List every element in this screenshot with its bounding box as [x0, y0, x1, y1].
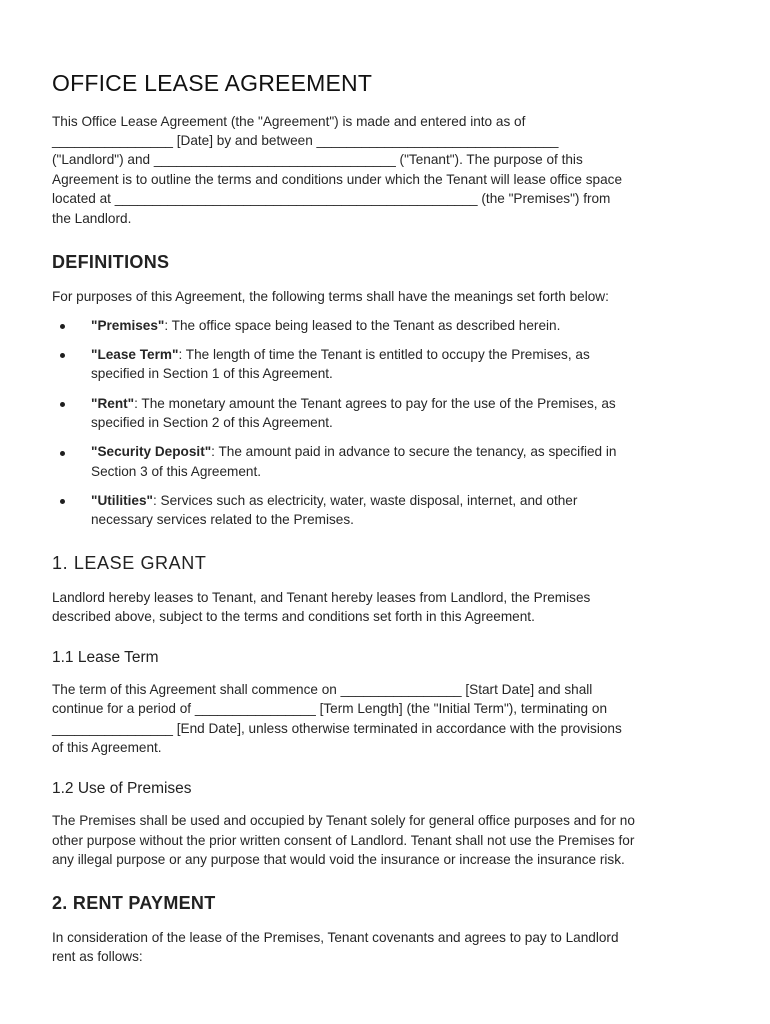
section-1-2-line: The Premises shall be used and occupied by Tenant solely for general office purposes and for no [52, 813, 635, 828]
intro-line: located at ________________________________________________ (the "Premises") from [52, 191, 611, 206]
section-1-1-line: ________________ [End Date], unless otherwise terminated in accordance with the provisions [52, 721, 622, 736]
section-1-2-line: any illegal purpose or any purpose that would void the insurance or increase the insurance risk. [52, 852, 625, 867]
definitions-lead: For purposes of this Agreement, the following terms shall have the meanings set forth below: [52, 289, 609, 304]
section-1-heading: 1. LEASE GRANT [52, 553, 207, 573]
definition-line: specified in Section 1 of this Agreement. [91, 366, 333, 381]
definition-text: : Services such as electricity, water, waste disposal, internet, and other [153, 493, 578, 508]
definition-line [91, 394, 616, 414]
definition-term: "Security Deposit" [91, 444, 212, 459]
definition-line: specified in Section 2 of this Agreement. [91, 415, 333, 430]
document-title: OFFICE LEASE AGREEMENT [52, 70, 373, 96]
definition-line [91, 316, 560, 336]
bullet-icon [60, 353, 65, 358]
intro-line: This Office Lease Agreement (the "Agreement") is made and entered into as of [52, 114, 526, 129]
section-1-2-line: other purpose without the prior written consent of Landlord. Tenant shall not use the Premises for [52, 833, 635, 848]
definition-line [91, 491, 577, 511]
definition-term: "Lease Term" [91, 347, 179, 362]
bullet-icon [60, 402, 65, 407]
definition-line: Section 3 of this Agreement. [91, 464, 262, 479]
bullet-icon [60, 499, 65, 504]
definition-term: "Rent" [91, 396, 135, 411]
intro-line: ________________ [Date] by and between ________________________________ [52, 133, 559, 148]
bullet-icon [60, 451, 65, 456]
section-1-2-heading: 1.2 Use of Premises [52, 780, 192, 797]
section-1-1-line: continue for a period of ________________ [Term Length] (the "Initial Term"), terminating on [52, 701, 608, 716]
section-2-heading: 2. RENT PAYMENT [52, 893, 216, 913]
definition-line: necessary services related to the Premises. [91, 512, 354, 527]
section-2-line: rent as follows: [52, 949, 143, 964]
definition-text: : The length of time the Tenant is entitled to occupy the Premises, as [178, 347, 590, 362]
definition-term: "Utilities" [91, 493, 153, 508]
section-1-1-heading: 1.1 Lease Term [52, 649, 159, 666]
section-1-line: described above, subject to the terms and conditions set forth in this Agreement. [52, 609, 535, 624]
section-1-line: Landlord hereby leases to Tenant, and Tenant hereby leases from Landlord, the Premises [52, 590, 591, 605]
section-1-1-line: The term of this Agreement shall commence on ________________ [Start Date] and shall [52, 682, 593, 697]
definition-text: : The amount paid in advance to secure the tenancy, as specified in [211, 444, 617, 459]
intro-line: Agreement is to outline the terms and conditions under which the Tenant will lease office space [52, 172, 623, 187]
definition-text: : The office space being leased to the Tenant as described herein. [164, 318, 561, 333]
intro-line: ("Landlord") and ________________________________ ("Tenant"). The purpose of this [52, 152, 583, 167]
section-2-line: In consideration of the lease of the Premises, Tenant covenants and agrees to pay to Landlord [52, 930, 619, 945]
definitions-heading: DEFINITIONS [52, 252, 170, 272]
intro-line: the Landlord. [52, 211, 132, 226]
definition-line [91, 442, 616, 462]
bullet-icon [60, 324, 65, 329]
section-1-1-line: of this Agreement. [52, 740, 162, 755]
definition-text: : The monetary amount the Tenant agrees to pay for the use of the Premises, as [134, 396, 616, 411]
definition-line [91, 345, 590, 365]
definition-term: "Premises" [91, 318, 165, 333]
